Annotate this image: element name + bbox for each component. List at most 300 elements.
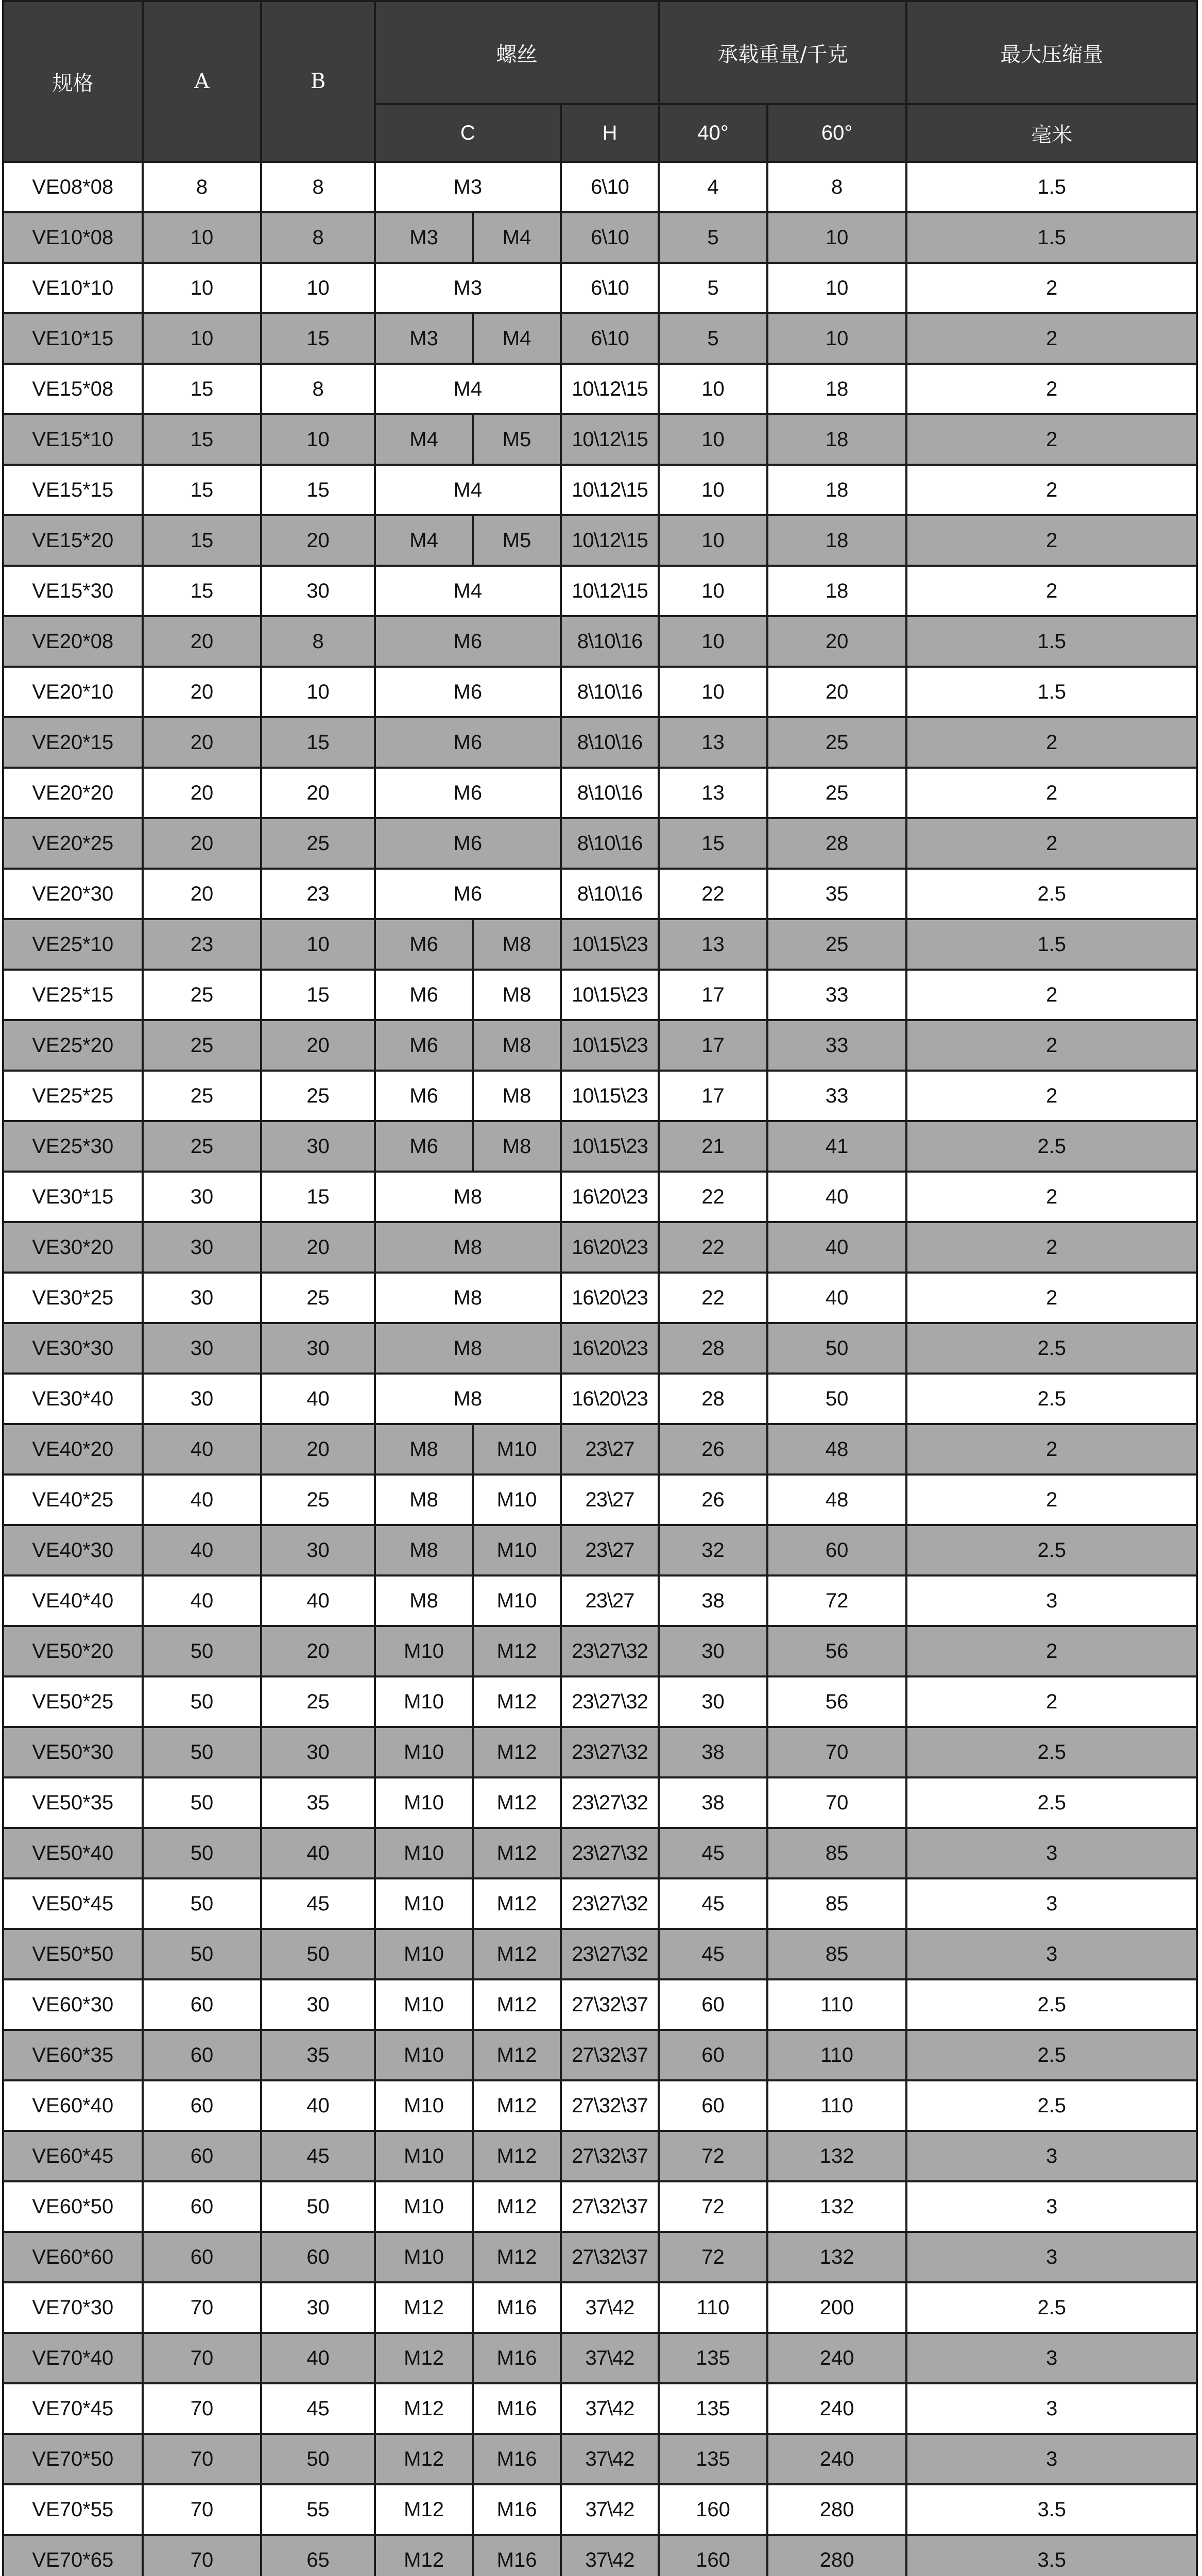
cell-load-60: 18 xyxy=(767,414,907,465)
cell-load-60: 56 xyxy=(767,1676,907,1727)
cell-load-40: 160 xyxy=(659,2535,767,2576)
cell-spec: VE30*30 xyxy=(3,1323,143,1374)
table-header xyxy=(3,1,1197,162)
cell-load-60: 200 xyxy=(767,2282,907,2333)
cell-thread-c: M4 xyxy=(375,364,561,414)
table-body xyxy=(3,162,1197,2576)
cell-b: 55 xyxy=(261,2484,375,2535)
cell-b: 20 xyxy=(261,768,375,818)
cell-load-40: 30 xyxy=(659,1626,767,1676)
cell-b: 15 xyxy=(261,465,375,515)
table-row xyxy=(3,2282,1197,2333)
header-compress: 最大压缩量 xyxy=(906,1,1197,104)
cell-a: 30 xyxy=(143,1172,262,1222)
table-row xyxy=(3,1575,1197,1626)
cell-a: 50 xyxy=(143,1929,262,1979)
cell-h: 8\10\16 xyxy=(561,869,659,919)
cell-thread-c2: M12 xyxy=(473,1828,560,1878)
cell-max-compress: 3 xyxy=(906,2181,1197,2232)
cell-load-60: 50 xyxy=(767,1323,907,1374)
cell-b: 20 xyxy=(261,1222,375,1273)
cell-max-compress: 2 xyxy=(906,1172,1197,1222)
table-row xyxy=(3,2181,1197,2232)
cell-max-compress: 1.5 xyxy=(906,667,1197,717)
cell-thread-c1: M8 xyxy=(375,1424,473,1475)
table-row xyxy=(3,1475,1197,1525)
cell-thread-c1: M10 xyxy=(375,1878,473,1929)
table-row xyxy=(3,818,1197,869)
cell-thread-c1: M4 xyxy=(375,515,473,566)
cell-thread-c: M3 xyxy=(375,162,561,212)
cell-load-60: 48 xyxy=(767,1475,907,1525)
cell-load-60: 132 xyxy=(767,2232,907,2282)
cell-spec: VE60*35 xyxy=(3,2030,143,2080)
cell-load-40: 10 xyxy=(659,414,767,465)
cell-h: 8\10\16 xyxy=(561,717,659,768)
cell-a: 40 xyxy=(143,1424,262,1475)
cell-h: 37\42 xyxy=(561,2282,659,2333)
cell-spec: VE30*40 xyxy=(3,1374,143,1424)
cell-h: 23\27\32 xyxy=(561,1828,659,1878)
cell-a: 70 xyxy=(143,2434,262,2484)
table-row xyxy=(3,970,1197,1020)
table-row xyxy=(3,616,1197,667)
cell-load-40: 135 xyxy=(659,2383,767,2434)
cell-load-60: 41 xyxy=(767,1121,907,1172)
cell-b: 45 xyxy=(261,1878,375,1929)
cell-thread-c1: M10 xyxy=(375,2030,473,2080)
cell-load-60: 18 xyxy=(767,515,907,566)
cell-h: 23\27 xyxy=(561,1424,659,1475)
cell-a: 30 xyxy=(143,1323,262,1374)
cell-b: 10 xyxy=(261,667,375,717)
cell-thread-c2: M8 xyxy=(473,1121,560,1172)
cell-spec: VE70*65 xyxy=(3,2535,143,2576)
cell-h: 10\12\15 xyxy=(561,515,659,566)
cell-max-compress: 2 xyxy=(906,1475,1197,1525)
cell-h: 27\32\37 xyxy=(561,2080,659,2131)
cell-h: 10\15\23 xyxy=(561,1071,659,1121)
cell-b: 30 xyxy=(261,2282,375,2333)
cell-spec: VE20*20 xyxy=(3,768,143,818)
table-row xyxy=(3,414,1197,465)
cell-thread-c2: M12 xyxy=(473,2080,560,2131)
cell-load-40: 10 xyxy=(659,515,767,566)
cell-b: 35 xyxy=(261,2030,375,2080)
cell-a: 25 xyxy=(143,1020,262,1071)
table-row xyxy=(3,2484,1197,2535)
cell-max-compress: 2 xyxy=(906,717,1197,768)
cell-spec: VE15*15 xyxy=(3,465,143,515)
cell-a: 60 xyxy=(143,2030,262,2080)
cell-load-60: 10 xyxy=(767,263,907,313)
cell-h: 10\15\23 xyxy=(561,970,659,1020)
cell-spec: VE70*50 xyxy=(3,2434,143,2484)
cell-h: 37\42 xyxy=(561,2333,659,2383)
cell-spec: VE15*20 xyxy=(3,515,143,566)
table-row xyxy=(3,1676,1197,1727)
cell-b: 30 xyxy=(261,1727,375,1777)
cell-h: 10\15\23 xyxy=(561,919,659,970)
cell-h: 16\20\23 xyxy=(561,1222,659,1273)
cell-thread-c1: M8 xyxy=(375,1475,473,1525)
cell-load-40: 17 xyxy=(659,1020,767,1071)
cell-load-40: 26 xyxy=(659,1424,767,1475)
header-thread: 螺丝 xyxy=(375,1,659,104)
cell-h: 10\12\15 xyxy=(561,414,659,465)
cell-b: 10 xyxy=(261,263,375,313)
cell-b: 8 xyxy=(261,212,375,263)
header-unit: 毫米 xyxy=(906,104,1197,162)
cell-load-40: 45 xyxy=(659,1929,767,1979)
cell-thread-c2: M12 xyxy=(473,1676,560,1727)
cell-h: 27\32\37 xyxy=(561,2030,659,2080)
cell-load-40: 10 xyxy=(659,616,767,667)
cell-a: 25 xyxy=(143,1121,262,1172)
cell-b: 50 xyxy=(261,2181,375,2232)
cell-b: 25 xyxy=(261,1676,375,1727)
table-row xyxy=(3,1121,1197,1172)
cell-thread-c2: M16 xyxy=(473,2282,560,2333)
cell-a: 60 xyxy=(143,2080,262,2131)
cell-spec: VE25*10 xyxy=(3,919,143,970)
cell-load-40: 5 xyxy=(659,313,767,364)
cell-b: 35 xyxy=(261,1777,375,1828)
table-row xyxy=(3,2131,1197,2181)
cell-a: 40 xyxy=(143,1575,262,1626)
cell-b: 45 xyxy=(261,2131,375,2181)
table-row xyxy=(3,1626,1197,1676)
cell-thread-c2: M5 xyxy=(473,414,560,465)
cell-b: 40 xyxy=(261,2333,375,2383)
cell-a: 30 xyxy=(143,1222,262,1273)
cell-load-40: 10 xyxy=(659,667,767,717)
cell-max-compress: 3.5 xyxy=(906,2535,1197,2576)
cell-max-compress: 2 xyxy=(906,1020,1197,1071)
table-row xyxy=(3,2080,1197,2131)
cell-spec: VE60*60 xyxy=(3,2232,143,2282)
cell-thread-c: M6 xyxy=(375,717,561,768)
cell-thread-c2: M8 xyxy=(473,970,560,1020)
cell-load-60: 70 xyxy=(767,1777,907,1828)
cell-b: 8 xyxy=(261,364,375,414)
cell-load-40: 60 xyxy=(659,2030,767,2080)
cell-thread-c1: M10 xyxy=(375,1929,473,1979)
header-60deg: 60° xyxy=(767,104,907,162)
cell-spec: VE40*30 xyxy=(3,1525,143,1575)
cell-h: 10\15\23 xyxy=(561,1020,659,1071)
cell-spec: VE60*45 xyxy=(3,2131,143,2181)
cell-load-60: 33 xyxy=(767,970,907,1020)
cell-spec: VE25*15 xyxy=(3,970,143,1020)
cell-thread-c2: M12 xyxy=(473,1727,560,1777)
cell-h: 10\12\15 xyxy=(561,465,659,515)
cell-spec: VE50*50 xyxy=(3,1929,143,1979)
cell-spec: VE40*20 xyxy=(3,1424,143,1475)
cell-h: 37\42 xyxy=(561,2484,659,2535)
cell-load-40: 10 xyxy=(659,566,767,616)
cell-max-compress: 2 xyxy=(906,1626,1197,1676)
cell-load-40: 72 xyxy=(659,2232,767,2282)
table-row xyxy=(3,212,1197,263)
cell-thread-c2: M16 xyxy=(473,2333,560,2383)
cell-spec: VE50*30 xyxy=(3,1727,143,1777)
header-h: H xyxy=(561,104,659,162)
cell-thread-c2: M10 xyxy=(473,1424,560,1475)
cell-spec: VE50*40 xyxy=(3,1828,143,1878)
cell-max-compress: 3 xyxy=(906,2232,1197,2282)
cell-h: 23\27\32 xyxy=(561,1727,659,1777)
cell-load-60: 8 xyxy=(767,162,907,212)
cell-spec: VE20*30 xyxy=(3,869,143,919)
cell-b: 40 xyxy=(261,2080,375,2131)
cell-thread-c1: M10 xyxy=(375,1777,473,1828)
cell-max-compress: 2 xyxy=(906,515,1197,566)
cell-a: 50 xyxy=(143,1878,262,1929)
cell-a: 70 xyxy=(143,2333,262,2383)
cell-h: 27\32\37 xyxy=(561,2131,659,2181)
cell-load-60: 18 xyxy=(767,566,907,616)
cell-b: 10 xyxy=(261,414,375,465)
cell-thread-c: M6 xyxy=(375,818,561,869)
cell-a: 30 xyxy=(143,1273,262,1323)
table-row xyxy=(3,1777,1197,1828)
cell-spec: VE20*08 xyxy=(3,616,143,667)
cell-a: 15 xyxy=(143,465,262,515)
cell-max-compress: 1.5 xyxy=(906,162,1197,212)
cell-h: 37\42 xyxy=(561,2383,659,2434)
cell-spec: VE50*35 xyxy=(3,1777,143,1828)
cell-spec: VE15*30 xyxy=(3,566,143,616)
cell-b: 15 xyxy=(261,1172,375,1222)
cell-b: 20 xyxy=(261,1626,375,1676)
cell-spec: VE40*25 xyxy=(3,1475,143,1525)
cell-a: 50 xyxy=(143,1676,262,1727)
cell-max-compress: 2 xyxy=(906,818,1197,869)
cell-load-60: 48 xyxy=(767,1424,907,1475)
cell-thread-c: M8 xyxy=(375,1222,561,1273)
cell-spec: VE60*50 xyxy=(3,2181,143,2232)
cell-a: 70 xyxy=(143,2484,262,2535)
cell-thread-c: M6 xyxy=(375,616,561,667)
cell-load-40: 110 xyxy=(659,2282,767,2333)
cell-thread-c2: M12 xyxy=(473,2131,560,2181)
cell-thread-c1: M3 xyxy=(375,313,473,364)
cell-spec: VE50*25 xyxy=(3,1676,143,1727)
cell-a: 15 xyxy=(143,515,262,566)
cell-h: 23\27\32 xyxy=(561,1676,659,1727)
cell-a: 10 xyxy=(143,313,262,364)
cell-thread-c1: M10 xyxy=(375,1979,473,2030)
cell-max-compress: 2.5 xyxy=(906,1979,1197,2030)
cell-load-40: 22 xyxy=(659,1172,767,1222)
cell-thread-c2: M5 xyxy=(473,515,560,566)
cell-thread-c1: M6 xyxy=(375,919,473,970)
cell-h: 23\27\32 xyxy=(561,1878,659,1929)
cell-a: 70 xyxy=(143,2282,262,2333)
cell-thread-c2: M4 xyxy=(473,212,560,263)
cell-max-compress: 2 xyxy=(906,1424,1197,1475)
cell-load-40: 28 xyxy=(659,1323,767,1374)
table-row xyxy=(3,919,1197,970)
cell-thread-c: M6 xyxy=(375,869,561,919)
cell-spec: VE25*20 xyxy=(3,1020,143,1071)
cell-max-compress: 2.5 xyxy=(906,2030,1197,2080)
table-row xyxy=(3,515,1197,566)
cell-thread-c1: M10 xyxy=(375,2181,473,2232)
table-row xyxy=(3,566,1197,616)
cell-thread-c1: M10 xyxy=(375,1727,473,1777)
table-row xyxy=(3,1424,1197,1475)
cell-max-compress: 3.5 xyxy=(906,2484,1197,2535)
cell-thread-c2: M12 xyxy=(473,2030,560,2080)
cell-max-compress: 2 xyxy=(906,1676,1197,1727)
cell-load-60: 25 xyxy=(767,768,907,818)
cell-thread-c2: M16 xyxy=(473,2535,560,2576)
cell-b: 40 xyxy=(261,1374,375,1424)
cell-load-40: 10 xyxy=(659,465,767,515)
cell-a: 10 xyxy=(143,263,262,313)
cell-spec: VE50*45 xyxy=(3,1878,143,1929)
cell-thread-c1: M12 xyxy=(375,2535,473,2576)
cell-load-40: 160 xyxy=(659,2484,767,2535)
cell-b: 20 xyxy=(261,515,375,566)
cell-thread-c1: M12 xyxy=(375,2333,473,2383)
cell-thread-c2: M12 xyxy=(473,1878,560,1929)
cell-spec: VE15*08 xyxy=(3,364,143,414)
table-row xyxy=(3,263,1197,313)
table-row xyxy=(3,717,1197,768)
cell-thread-c2: M8 xyxy=(473,919,560,970)
cell-b: 30 xyxy=(261,1525,375,1575)
cell-load-60: 28 xyxy=(767,818,907,869)
cell-spec: VE30*15 xyxy=(3,1172,143,1222)
cell-load-60: 40 xyxy=(767,1273,907,1323)
cell-load-40: 5 xyxy=(659,263,767,313)
cell-spec: VE25*30 xyxy=(3,1121,143,1172)
cell-load-60: 40 xyxy=(767,1172,907,1222)
cell-b: 25 xyxy=(261,1071,375,1121)
cell-b: 60 xyxy=(261,2232,375,2282)
cell-h: 23\27 xyxy=(561,1525,659,1575)
cell-h: 27\32\37 xyxy=(561,2181,659,2232)
cell-h: 27\32\37 xyxy=(561,1979,659,2030)
table-row xyxy=(3,2535,1197,2576)
cell-b: 8 xyxy=(261,162,375,212)
cell-load-60: 25 xyxy=(767,919,907,970)
cell-spec: VE70*40 xyxy=(3,2333,143,2383)
cell-max-compress: 3 xyxy=(906,1828,1197,1878)
cell-thread-c1: M10 xyxy=(375,2080,473,2131)
table-row xyxy=(3,1828,1197,1878)
cell-thread-c1: M4 xyxy=(375,414,473,465)
cell-spec: VE50*20 xyxy=(3,1626,143,1676)
cell-load-40: 60 xyxy=(659,2080,767,2131)
cell-max-compress: 3 xyxy=(906,1575,1197,1626)
cell-load-60: 20 xyxy=(767,667,907,717)
cell-thread-c1: M8 xyxy=(375,1525,473,1575)
header-c: C xyxy=(375,104,561,162)
table-row xyxy=(3,1929,1197,1979)
cell-max-compress: 2.5 xyxy=(906,869,1197,919)
cell-b: 30 xyxy=(261,1121,375,1172)
cell-spec: VE60*30 xyxy=(3,1979,143,2030)
table-row xyxy=(3,2030,1197,2080)
cell-a: 40 xyxy=(143,1475,262,1525)
cell-a: 60 xyxy=(143,2131,262,2181)
cell-spec: VE25*25 xyxy=(3,1071,143,1121)
cell-max-compress: 3 xyxy=(906,2333,1197,2383)
cell-spec: VE15*10 xyxy=(3,414,143,465)
cell-h: 6\10 xyxy=(561,162,659,212)
cell-a: 25 xyxy=(143,1071,262,1121)
cell-max-compress: 2 xyxy=(906,364,1197,414)
cell-load-40: 135 xyxy=(659,2434,767,2484)
cell-h: 8\10\16 xyxy=(561,818,659,869)
cell-max-compress: 2 xyxy=(906,1222,1197,1273)
table-row xyxy=(3,2232,1197,2282)
cell-thread-c2: M16 xyxy=(473,2383,560,2434)
cell-h: 27\32\37 xyxy=(561,2232,659,2282)
cell-load-60: 10 xyxy=(767,212,907,263)
cell-a: 20 xyxy=(143,717,262,768)
spec-table xyxy=(2,0,1198,2576)
cell-max-compress: 3 xyxy=(906,1878,1197,1929)
cell-b: 23 xyxy=(261,869,375,919)
cell-h: 10\12\15 xyxy=(561,566,659,616)
cell-max-compress: 2.5 xyxy=(906,1525,1197,1575)
cell-thread-c1: M12 xyxy=(375,2282,473,2333)
cell-load-40: 13 xyxy=(659,768,767,818)
cell-b: 40 xyxy=(261,1575,375,1626)
cell-a: 60 xyxy=(143,2232,262,2282)
cell-load-40: 72 xyxy=(659,2181,767,2232)
cell-thread-c1: M10 xyxy=(375,2232,473,2282)
cell-load-40: 17 xyxy=(659,970,767,1020)
cell-spec: VE10*15 xyxy=(3,313,143,364)
cell-load-60: 40 xyxy=(767,1222,907,1273)
cell-max-compress: 2.5 xyxy=(906,1323,1197,1374)
table-row xyxy=(3,768,1197,818)
cell-b: 50 xyxy=(261,2434,375,2484)
table-row xyxy=(3,1878,1197,1929)
cell-thread-c1: M10 xyxy=(375,1828,473,1878)
cell-b: 8 xyxy=(261,616,375,667)
cell-load-60: 33 xyxy=(767,1020,907,1071)
cell-thread-c1: M6 xyxy=(375,1071,473,1121)
table-row xyxy=(3,667,1197,717)
cell-spec: VE08*08 xyxy=(3,162,143,212)
cell-load-60: 240 xyxy=(767,2434,907,2484)
cell-max-compress: 2 xyxy=(906,313,1197,364)
cell-b: 15 xyxy=(261,313,375,364)
cell-spec: VE60*40 xyxy=(3,2080,143,2131)
cell-a: 40 xyxy=(143,1525,262,1575)
cell-load-60: 70 xyxy=(767,1727,907,1777)
cell-thread-c: M3 xyxy=(375,263,561,313)
cell-thread-c1: M6 xyxy=(375,970,473,1020)
cell-b: 50 xyxy=(261,1929,375,1979)
cell-b: 25 xyxy=(261,818,375,869)
cell-b: 45 xyxy=(261,2383,375,2434)
cell-thread-c2: M12 xyxy=(473,1979,560,2030)
cell-b: 30 xyxy=(261,1979,375,2030)
cell-thread-c2: M10 xyxy=(473,1525,560,1575)
cell-load-60: 25 xyxy=(767,717,907,768)
cell-thread-c1: M10 xyxy=(375,1676,473,1727)
cell-spec: VE40*40 xyxy=(3,1575,143,1626)
table-row xyxy=(3,2333,1197,2383)
